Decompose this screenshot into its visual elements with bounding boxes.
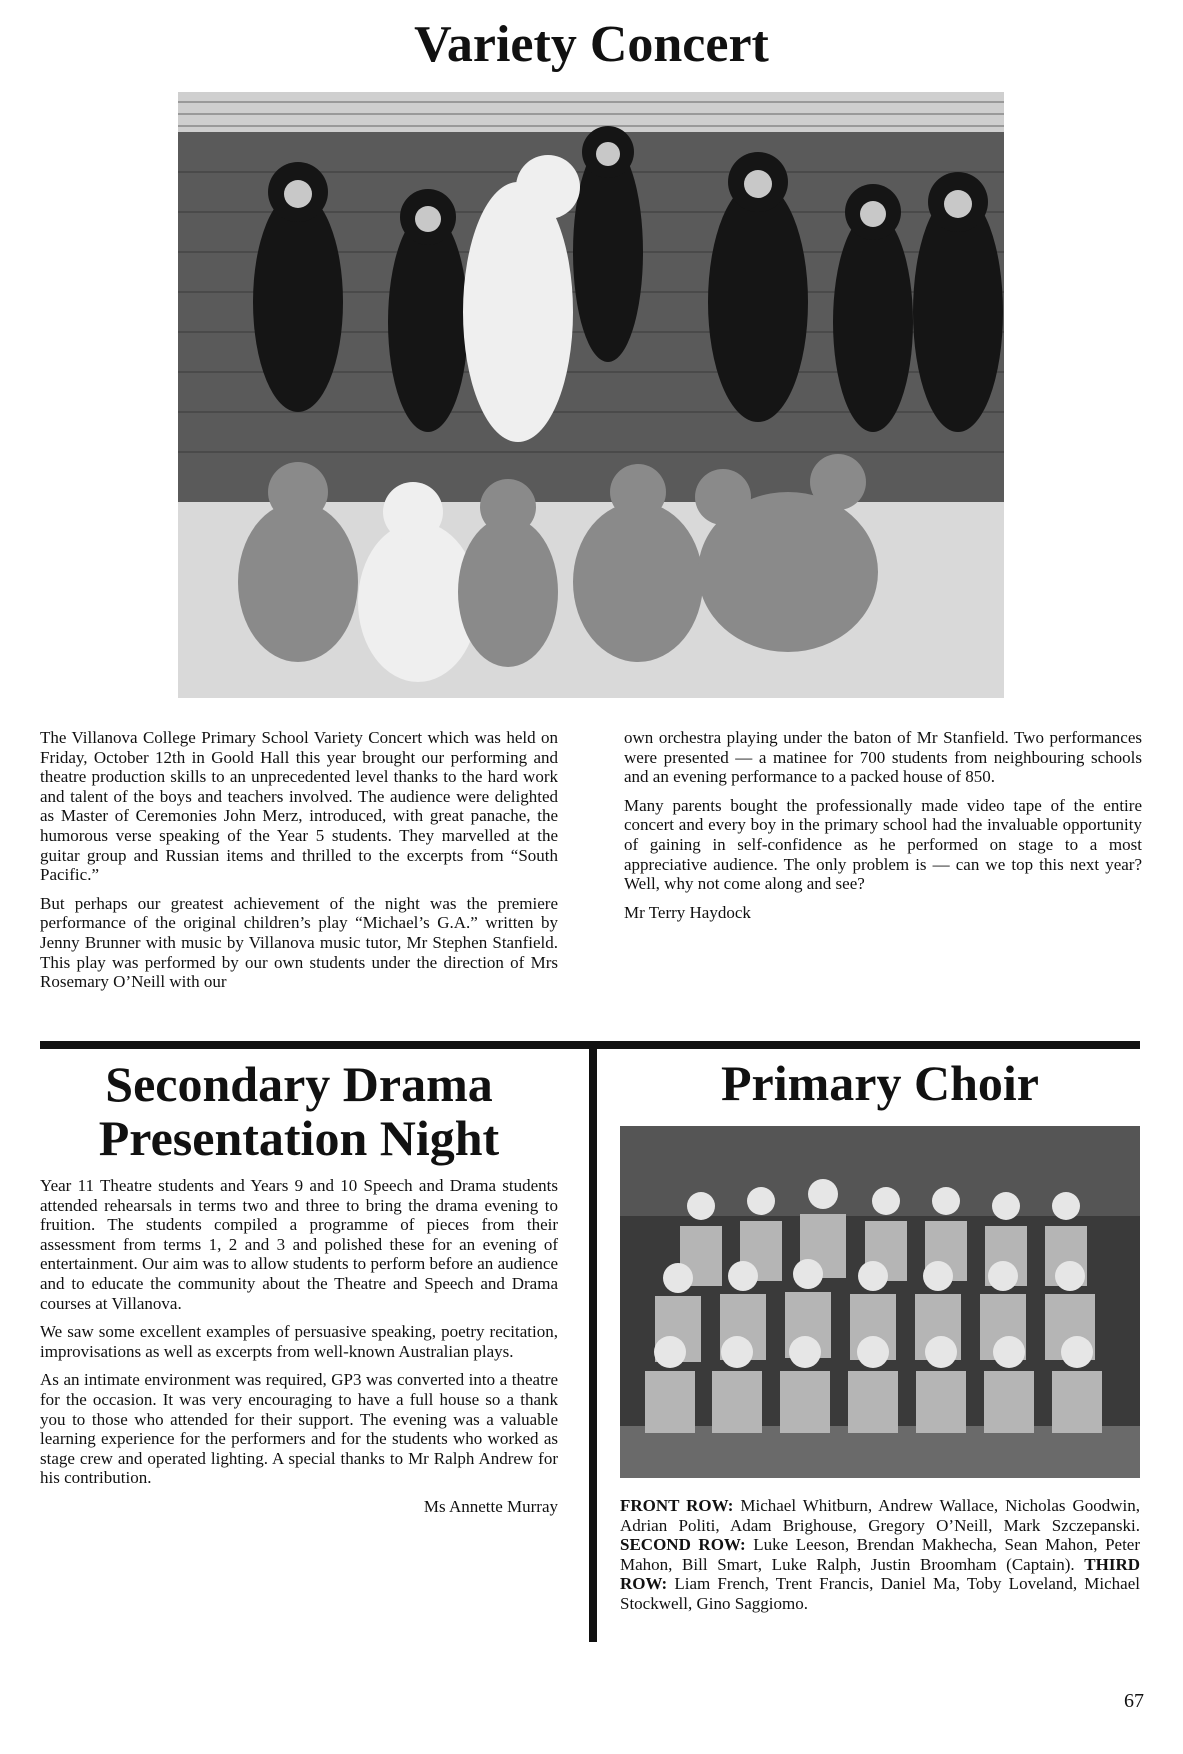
variety-paragraph: own orchestra playing under the baton of Mr Stanfield. Two performances were presented — a matinee for 700 students from neighbouring schools and an evening performance to a packed house of 850. — [624, 728, 1142, 787]
page-number: 67 — [1124, 1690, 1144, 1712]
drama-paragraph: Year 11 Theatre students and Years 9 and 10 Speech and Drama students attended rehearsals in terms two and three to bring the drama evening to fruition. The students compiled a programme of pieces from their assessment from terms 1, 2 and 3 and polished these for an evening of entertainment. Our aim was to allow students to perform before an audience and to educate the community about the Theatre and Speech and Drama courses at Villanova. — [40, 1176, 558, 1313]
third-row-label: THIRD ROW: — [620, 1554, 1140, 1594]
drama-signature: Ms Annette Murray — [423, 1496, 558, 1516]
drama-paragraph: As an intimate environment was required, GP3 was converted into a theatre for the occasion. It was very encouraging to have a full house so a thank you to those who attended for their support. The evening was a valuable learning experience for the performers and for the students who worked as stage crew and operated lighting. A special thanks to Mr Ralph Andrew for his contribution. — [40, 1370, 558, 1488]
variety-column-left — [40, 728, 558, 1001]
front-row-label: FRONT ROW: — [620, 1496, 734, 1515]
drama-title-line1: Secondary Drama — [105, 1056, 493, 1112]
variety-signature: Mr Terry Haydock — [624, 902, 751, 922]
drama-title-line2: Presentation Night — [98, 1110, 500, 1166]
front-row-names: Michael Whitburn, Andrew Wallace, Nicholas Goodwin, Adrian Politi, Adam Brighouse, Gregory O’Neill, Mark Szczepanski. — [620, 1496, 1141, 1535]
variety-paragraph: The Villanova College Primary School Variety Concert which was held on Friday, October 12th in Goold Hall this year brought our performing and theatre production skills to an unprecedented level thanks to the hard work and talent of the boys and teachers involved. The audience were delighted as Master of Ceremonies John Merz, introduced, with great panache, the humorous verse speaking of the Year 5 students. They marvelled at the guitar group and Russian items and thrilled to the excerpts from “South Pacific.” — [40, 728, 558, 885]
choir-photo — [620, 1126, 1140, 1478]
variety-paragraph: But perhaps our greatest achievement of the night was the premiere performance of the original children’s play “Michael’s G.A.” written by Jenny Brunner with music by Villanova music tutor, Mr Stephen Stanfield. This play was performed by our own students under the direction of Mrs Rosemary O’Neill with our — [40, 893, 558, 992]
choir-caption — [620, 1496, 1140, 1614]
drama-paragraph: We saw some excellent examples of persuasive speaking, poetry recitation, improvisations as well as excerpts from well-known Australian plays. — [40, 1322, 558, 1361]
variety-column-right — [624, 728, 1142, 923]
section-divider-horizontal — [40, 1041, 1140, 1049]
variety-concert-photo — [178, 92, 1004, 698]
section-divider-vertical — [589, 1049, 597, 1642]
second-row-names: Luke Leeson, Brendan Makhecha, Sean Mahon, Peter Mahon, Bill Smart, Luke Ralph, Justin Broomham (Captain). — [620, 1535, 1140, 1574]
variety-title: Variety Concert — [414, 16, 769, 73]
drama-title — [40, 1057, 558, 1165]
choir-title: Primary Choir — [721, 1055, 1039, 1111]
third-row-names: Liam French, Trent Francis, Daniel Ma, Toby Loveland, Michael Stockwell, Gino Saggiomo. — [620, 1574, 1140, 1613]
variety-paragraph: Many parents bought the professionally made video tape of the entire concert and every boy in the primary school had the invaluable opportunity of gaining in self-confidence as he performed on stage to a most appreciative audience. The only problem is — can we top this next year? Well, why not come along and see? — [624, 795, 1142, 894]
second-row-label: SECOND ROW: — [620, 1535, 746, 1555]
drama-body — [40, 1176, 558, 1517]
